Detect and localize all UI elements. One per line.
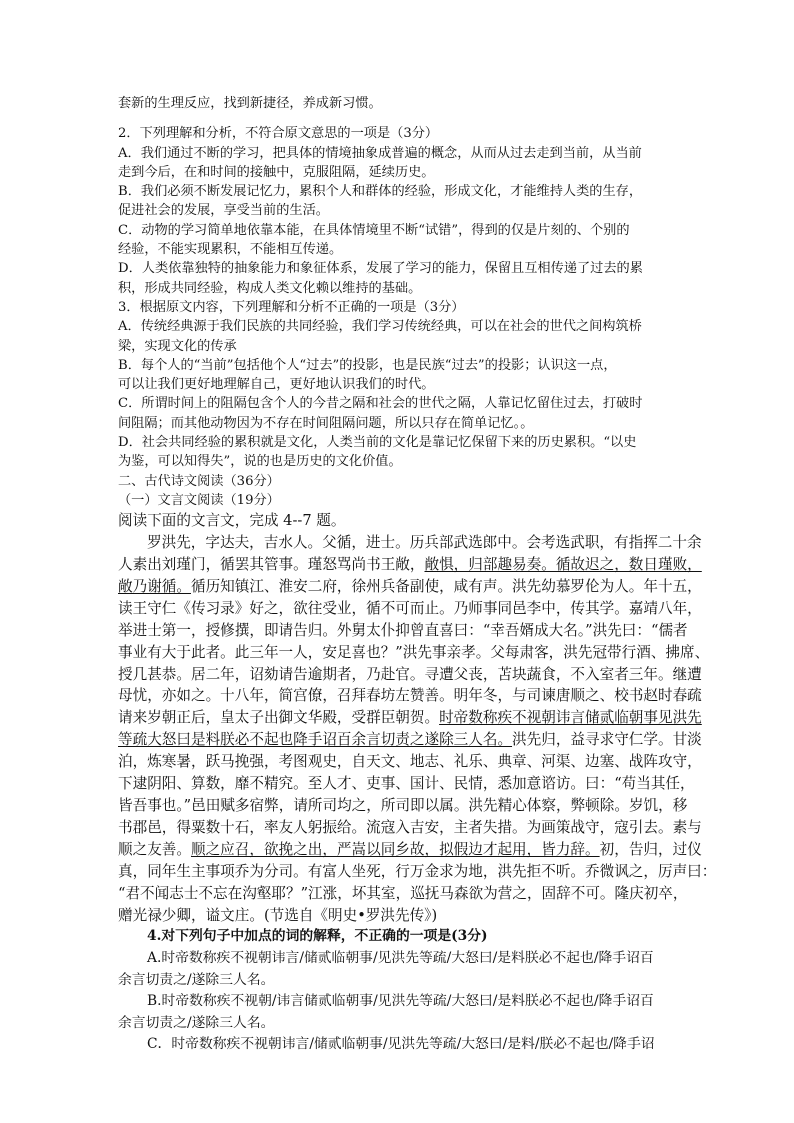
question-3-line: 可以让我们更好地理解自己，更好地认识我们的时代。	[118, 377, 435, 393]
passage-text: 循历知镇江、淮安二府，徐州兵备副使，咸有声。洪先幼慕罗伦为人。年十五，	[190, 577, 702, 595]
question-2-stem: 2．下列理解和分析，不符合原文意思的一项是（3分）	[118, 126, 439, 142]
passage-line: 读王守仁《传习录》好之，欲往受业，循不可而止。乃师事同邑李中，传其学。嘉靖八年，	[118, 599, 702, 617]
question-3-stem: 3．根据原文内容，下列理解和分析不正确的一项是（3分）	[118, 299, 465, 315]
section-subtitle: （一）文言文阅读（19分）	[118, 492, 280, 508]
question-2-line: B．我们必须不断发展记忆力，累积个人和群体的经验，形成文化，才能维持人类的生存，	[118, 184, 642, 200]
passage-text: 初，告归，过仪	[599, 840, 702, 858]
passage-text: 洪先归，益寻求守仁学。甘淡	[512, 731, 702, 749]
passage-line	[118, 576, 702, 598]
question-3-line: 梁，实现文化的传承	[118, 338, 237, 354]
passage-text: 人素出刘瑾门，循罢其管事。瑾怒骂尚书王敞，	[118, 556, 425, 574]
option-c: C．时帝数称疾不视朝讳言/储贰临朝事/见洪先等疏/大怒曰/是料/朕必不起也/降手诏	[147, 1036, 655, 1053]
passage-line: 罗洪先，字达夫，吉水人。父循，进士。历兵部武选郎中。会考选武职，有指挥二十余	[147, 534, 702, 552]
question-2-line: 促进社会的发展，享受当前的生活。	[118, 203, 329, 219]
passage-line: 皆吾事也。”邑田赋多宿弊，请所司均之，所司即以属。洪先精心体察，弊顿除。岁饥，移	[118, 797, 688, 815]
passage-text: 顺之友善。	[118, 840, 191, 858]
passage-line: 真，同年生主事项乔为分司。有富人坐死，行万金求为地，洪先拒不听。乔微讽之，厉声曰：	[118, 862, 717, 880]
option-a-cont: 余言切责之/遂除三人名。	[118, 971, 275, 988]
underlined-sentence: 顺之应召，欲挽之出，严嵩以同乡故，拟假边才起用，皆力辞。	[190, 840, 600, 858]
question-2-line: 走到今后，在和时间的接触中，克服阻隔，延续历史。	[118, 164, 435, 180]
option-b: B.时帝数称疾不视朝/讳言储贰临朝事/见洪先等疏/大怒曰/是料朕必不起也/降手诏百	[147, 993, 654, 1010]
classical-passage	[118, 532, 717, 926]
question-3-line: A．传统经典源于我们民族的共同经验，我们学习传统经典，可以在社会的世代之间构筑桥	[118, 319, 642, 335]
passage-text: 请来岁朝正后，皇太子出御文华殿，受群臣朝贺。	[118, 709, 440, 727]
section-title: 二、古代诗文阅读（36分）	[118, 473, 280, 489]
question-3-line: C．所谓时间上的阻隔包含个人的今昔之隔和社会的世代之隔，人靠记忆留住过去，打破时	[118, 396, 643, 412]
option-a: A.时帝数称疾不视朝讳言/储贰临朝事/见洪先等疏/大怒曰/是料朕必不起也/降手诏百	[147, 950, 654, 967]
question-3-line: 为鉴，可以知得失”，说的也是历史的文化价值。	[118, 454, 402, 470]
underlined-sentence: 时帝数称疾不视朝讳言储贰临朝事见洪先	[439, 709, 702, 727]
passage-line: 赠光禄少卿，谥文庄。(节选自《明史•罗洪先传》)	[118, 906, 438, 924]
option-b-cont: 余言切责之/遂除三人名。	[118, 1014, 275, 1031]
passage-line	[118, 707, 702, 729]
question-2-line: D．人类依靠独特的抽象能力和象征体系，发展了学习的能力，保留且互相传递了过去的累	[118, 261, 643, 277]
question-2-line: 经验，不能实现累积，不能相互传递。	[118, 242, 343, 258]
passage-line	[118, 839, 702, 861]
passage-line: 举进士第一，授修撰，即请告归。外舅太仆抑曾直喜曰：“幸吾婿成大名。”洪先曰：“儒者	[118, 621, 688, 639]
question-3-line: 间阻隔；而其他动物因为不存在时间阻隔问题，所以只存在简单记忆。。	[118, 415, 534, 431]
passage-line	[118, 554, 702, 576]
question-3-line: B．每个人的“当前”包括他个人“过去”的投影，也是民族“过去”的投影；认识这一点，	[118, 357, 617, 373]
reading-instruction: 阅读下面的文言文，完成 4--7 题。	[118, 512, 346, 530]
question-2-line: A．我们通过不断的学习，把具体的情境抽象成普遍的概念，从而从过去走到当前，从当前	[118, 145, 642, 161]
passage-line: 下逮阴阳、算数，靡不精究。至人才、吏事、国计、民情，悉加意谘访。曰：“苟当其任，	[118, 775, 695, 793]
underlined-sentence: 等疏大怒曰是料朕必不起也降手诏百余言切责之遂除三人名。	[118, 731, 513, 749]
passage-line	[118, 729, 702, 751]
underlined-sentence: 敞惧，归部趣易奏。循故迟之，数日瑾败，	[424, 556, 702, 574]
passage-line: 书郡邑，得粟数十石，率友人躬振给。流寇入吉安，主者失措。为画策战守，寇引去。素与	[118, 818, 702, 836]
question-3	[118, 298, 684, 472]
question-2-line: C．动物的学习简单地依靠本能，在具体情境里不断“试错”，得到的仅是片刻的、个别的	[118, 222, 630, 238]
passage-line: “君不闻志士不忘在沟壑耶？”江涨，坏其室，巡抚马森欲为营之，固辞不可。隆庆初卒，	[118, 884, 688, 902]
question-2	[118, 124, 684, 298]
passage-line: 母忧，亦如之。十八年，简宫僚，召拜春坊左赞善。明年冬，与司谏唐顺之、校书赵时春疏	[118, 687, 702, 705]
exam-page	[118, 94, 717, 1056]
passage-line: 泊，炼寒暑，跃马挽强，考图观史，自天文、地志、礼乐、典章、河渠、边塞、战阵攻守，	[118, 753, 702, 771]
question-2-line: 积，形成共同经验，构成人类文化赖以维持的基础。	[118, 280, 422, 296]
underlined-sentence: 敞乃谢循。	[118, 577, 191, 595]
question-3-line: D．社会共同经验的累积就是文化，人类当前的文化是靠记忆保留下来的历史累积。“以史	[118, 435, 637, 451]
question-4-stem: 4.对下列句子中加点的词的解释，不正确的一项是(3分)	[147, 928, 488, 945]
passage-line: 事业有大于此者。此三年一人，安足喜也？”洪先事亲孝。父每肃客，洪先冠带行酒、拂席、	[118, 643, 710, 661]
passage-line: 授几甚恭。居二年，诏劾请告逾期者，乃赴官。寻遭父丧，苫块蔬食，不入室者三年。继遭	[118, 665, 702, 683]
intro-tail: 套新的生理反应，找到新捷径，养成新习惯。	[118, 96, 382, 111]
question-4	[118, 926, 684, 1056]
